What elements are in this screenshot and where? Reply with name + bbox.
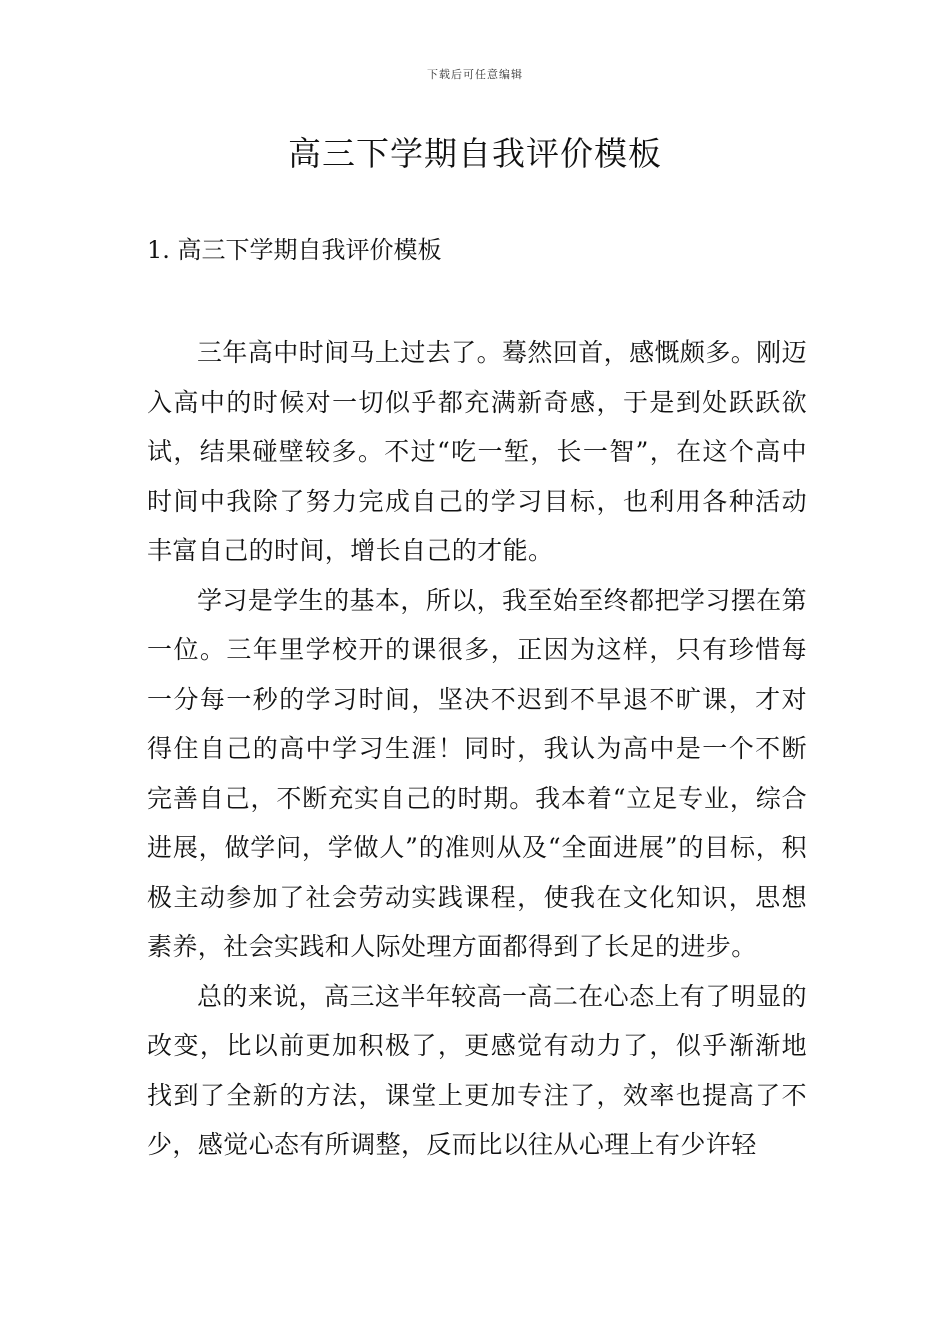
document-title: 高三下学期自我评价模板: [288, 134, 662, 173]
section-heading: 1. 高三下学期自我评价模板: [147, 236, 442, 264]
paragraph: 总的来说，高三这半年较高一高二在心态上有了明显的改变，比以前更加积极了，更感觉有动力了，似乎渐渐地找到了全新的方法，课堂上更加专注了，效率也提高了不少，感觉心态有所调整，反而比以往从心理上有少许轻: [147, 981, 807, 1159]
paragraph: 学习是学生的基本，所以，我至始至终都把学习摆在第一位。三年里学校开的课很多，正因为这样，只有珍惜每一分每一秒的学习时间，坚决不迟到不早退不旷课，才对得住自己的高中学习生涯！同时，我认为高中是一个不断完善自己，不断充实自己的时期。我本着“立足专业，综合进展，做学问，学做人”的准则从及“全面进展”的目标，积极主动参加了社会劳动实践课程，使我在文化知识，思想素养，社会实践和人际处理方面都得到了长足的进步。: [147, 585, 807, 961]
paragraph: 三年高中时间马上过去了。蓦然回首，感慨颇多。刚迈入高中的时候对一切似乎都充满新奇感，于是到处跃跃欲试，结果碰壁较多。不过“吃一堑，长一智”，在这个高中时间中我除了努力完成自己的学习目标，也利用各种活动丰富自己的时间，增长自己的才能。: [147, 338, 807, 565]
body-text: [147, 328, 807, 1170]
header-note: 下载后可任意编辑: [427, 68, 523, 81]
